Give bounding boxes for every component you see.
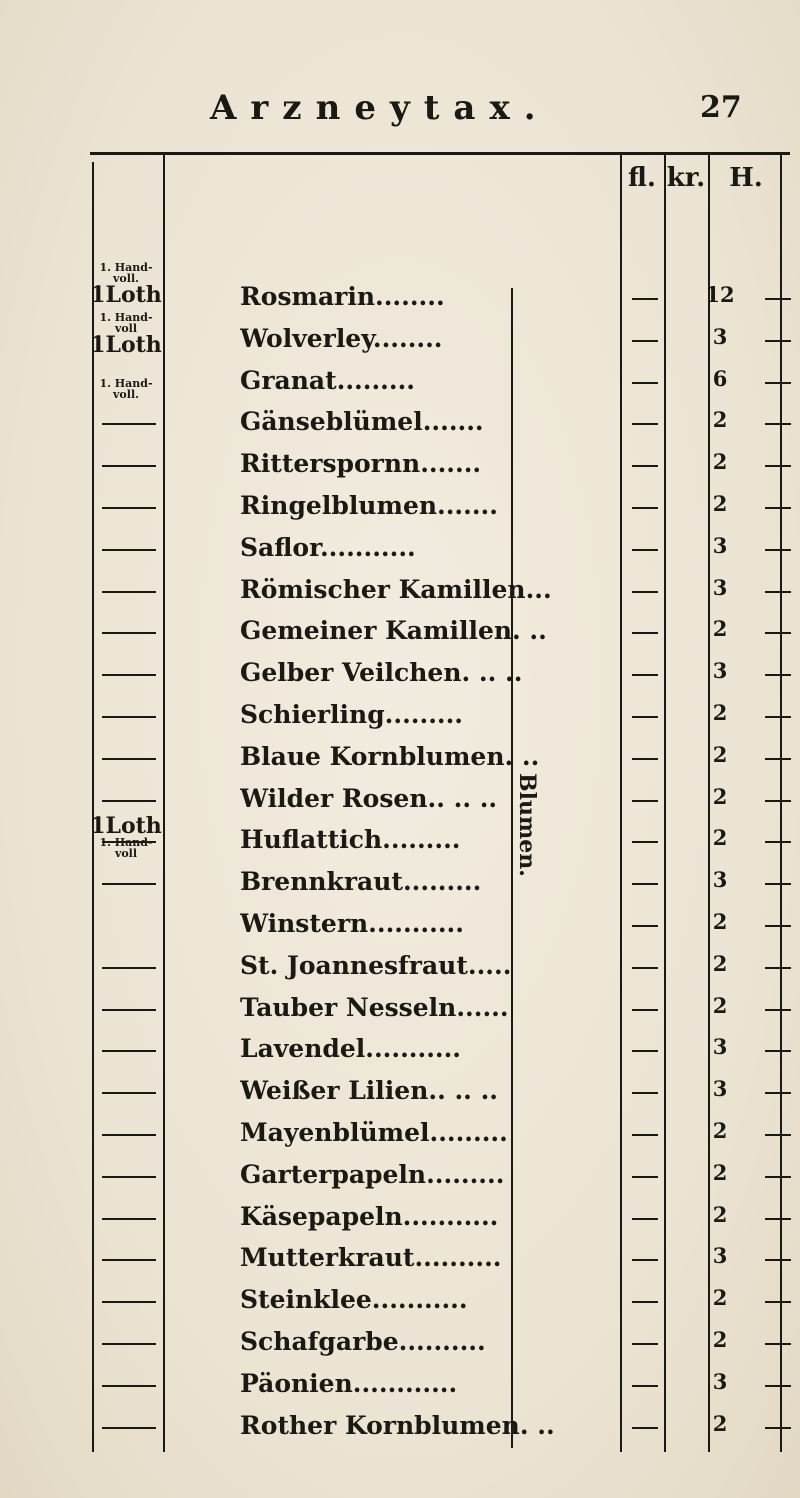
kreuzer-value: 2 [712, 825, 728, 851]
heller-dash [765, 925, 791, 927]
kreuzer-value: 2 [712, 1201, 728, 1227]
ditto-dash [102, 465, 156, 467]
ditto-dash [102, 1427, 156, 1429]
florin-dash [632, 549, 658, 551]
ditto-dash [102, 1259, 156, 1261]
heller-dash [765, 507, 791, 509]
item-name: Saflor........... [240, 532, 416, 562]
heller-dash [765, 298, 791, 300]
florin-dash [632, 632, 658, 634]
heller-dash [765, 716, 791, 718]
unit-label: 1Loth 1. Hand-voll [90, 813, 162, 860]
item-name: Wilder Rosen.. .. .. [240, 783, 498, 813]
kreuzer-value: 2 [712, 1118, 728, 1143]
kreuzer-value: 2 [712, 783, 728, 809]
ditto-dash [102, 423, 156, 425]
florin-dash [632, 1301, 658, 1303]
florin-dash [632, 423, 658, 425]
florin-dash [632, 1176, 658, 1178]
florin-dash [632, 1343, 658, 1345]
table-row [90, 993, 790, 1026]
kreuzer-value: 3 [712, 1034, 728, 1060]
heller-dash [765, 841, 791, 843]
kreuzer-value: 2 [712, 1285, 728, 1311]
item-name: Blaue Kornblumen. .. [240, 741, 540, 771]
ditto-dash [102, 716, 156, 718]
florin-dash [632, 1092, 658, 1094]
item-name: Huflattich......... [240, 825, 461, 855]
ditto-dash [102, 1218, 156, 1220]
item-name: Schafgarbe.......... [240, 1327, 486, 1356]
item-name: Lavendel........... [240, 1034, 462, 1064]
table-row [90, 533, 790, 566]
page-header [0, 88, 800, 128]
item-name: Rother Kornblumen. .. [240, 1410, 555, 1440]
heller-dash [765, 340, 791, 342]
item-name: Ritterspornn....... [240, 449, 482, 479]
heller-dash [765, 1385, 791, 1387]
kreuzer-value: 2 [712, 407, 728, 433]
unit-label: 1. Hand-voll. [99, 377, 153, 401]
page-number: 27 [700, 90, 742, 125]
kreuzer-value: 3 [712, 532, 728, 558]
item-name: Garterpapeln......... [240, 1159, 505, 1189]
item-name: St. Joannesfraut..... [240, 950, 512, 980]
table-row [90, 1243, 790, 1276]
table-row [90, 1160, 790, 1193]
florin-dash [632, 298, 658, 300]
item-name: Römischer Kamillen... [240, 574, 552, 604]
unit-label: 1. Hand-voll 1Loth [90, 311, 162, 358]
unit-label: 1. Hand-voll. 1Loth [90, 261, 162, 308]
ditto-dash [102, 507, 156, 509]
ditto-dash [102, 883, 156, 885]
kreuzer-value: 2 [712, 909, 728, 934]
item-name: Tauber Nesseln...... [240, 992, 509, 1022]
table-row [90, 909, 790, 942]
table-row [90, 951, 790, 984]
florin-dash [632, 382, 658, 384]
item-name: Mayenblümel......... [240, 1118, 508, 1147]
kreuzer-value: 2 [712, 741, 728, 767]
ditto-dash [102, 632, 156, 634]
kreuzer-value: 2 [712, 700, 728, 725]
table-row [90, 1285, 790, 1318]
florin-dash [632, 591, 658, 593]
ditto-dash [102, 1343, 156, 1345]
heller-dash [765, 1009, 791, 1011]
ditto-dash [102, 800, 156, 802]
kreuzer-value: 3 [712, 1076, 728, 1102]
kreuzer-value: 6 [712, 365, 728, 391]
heller-dash [765, 632, 791, 634]
florin-dash [632, 925, 658, 927]
heller-dash [765, 549, 791, 551]
florin-dash [632, 1009, 658, 1011]
kreuzer-value: 2 [712, 449, 728, 475]
heller-dash [765, 1092, 791, 1094]
heller-dash [765, 591, 791, 593]
ditto-dash [102, 1301, 156, 1303]
table-row [90, 1034, 790, 1067]
ditto-dash [102, 674, 156, 676]
table-row [90, 491, 790, 524]
kreuzer-value: 2 [712, 950, 728, 976]
item-name: Wolverley........ [240, 323, 443, 353]
heller-dash [765, 1259, 791, 1261]
heller-dash [765, 758, 791, 760]
column-header-heller: H. [729, 163, 763, 193]
table-row [90, 1369, 790, 1402]
kreuzer-value: 2 [712, 1410, 728, 1436]
kreuzer-value: 3 [712, 658, 728, 684]
table-row [90, 700, 790, 733]
florin-dash [632, 800, 658, 802]
item-name: Rosmarin........ [240, 282, 445, 311]
ditto-dash [102, 1092, 156, 1094]
table-row [90, 1327, 790, 1360]
group-label-vertical: Blumen. [514, 773, 540, 877]
kreuzer-value: 3 [712, 1368, 728, 1394]
table-row [90, 282, 790, 315]
table-row [90, 784, 790, 817]
kreuzer-value: 3 [712, 574, 728, 600]
kreuzer-value: 2 [712, 616, 728, 642]
column-header-florin: fl. [628, 163, 656, 193]
item-name: Gemeiner Kamillen. .. [240, 616, 547, 646]
florin-dash [632, 465, 658, 467]
kreuzer-value: 3 [712, 867, 728, 893]
table-row [90, 616, 790, 649]
florin-dash [632, 340, 658, 342]
ditto-dash [102, 1385, 156, 1387]
page-title: Arzneytax. [210, 88, 550, 128]
florin-dash [632, 1259, 658, 1261]
table-row [90, 324, 790, 357]
heller-dash [765, 674, 791, 676]
table-row [90, 658, 790, 691]
table-row [90, 1411, 790, 1444]
florin-dash [632, 1218, 658, 1220]
table-row [90, 1076, 790, 1109]
heller-dash [765, 1134, 791, 1136]
kreuzer-value: 2 [712, 1327, 728, 1352]
item-name: Päonien............ [240, 1368, 458, 1398]
table-row [90, 1118, 790, 1151]
kreuzer-value: 2 [712, 992, 728, 1018]
item-name: Winstern........... [240, 909, 464, 938]
ditto-dash [102, 549, 156, 551]
ditto-dash [102, 758, 156, 760]
florin-dash [632, 1050, 658, 1052]
kreuzer-value: 2 [712, 1159, 728, 1185]
item-name: Gänseblümel....... [240, 407, 484, 437]
heller-dash [765, 1218, 791, 1220]
heller-dash [765, 883, 791, 885]
kreuzer-value: 2 [712, 491, 728, 516]
kreuzer-value: 3 [712, 323, 728, 349]
table-row [90, 867, 790, 900]
heller-dash [765, 967, 791, 969]
ditto-dash [102, 591, 156, 593]
florin-dash [632, 674, 658, 676]
column-header-kreuzer: kr. [666, 163, 706, 193]
heller-dash [765, 1301, 791, 1303]
ditto-dash [102, 967, 156, 969]
item-name: Weißer Lilien.. .. .. [240, 1076, 498, 1106]
heller-dash [765, 1427, 791, 1429]
table-row [90, 575, 790, 608]
item-name: Ringelblumen....... [240, 491, 498, 520]
heller-dash [765, 1050, 791, 1052]
table-row [90, 742, 790, 775]
heller-dash [765, 800, 791, 802]
header-rule [90, 152, 790, 155]
item-name: Schierling......... [240, 700, 464, 729]
table-row [90, 407, 790, 440]
heller-dash [765, 1343, 791, 1345]
heller-dash [765, 382, 791, 384]
florin-dash [632, 507, 658, 509]
florin-dash [632, 1385, 658, 1387]
item-name: Steinklee........... [240, 1285, 468, 1315]
heller-dash [765, 423, 791, 425]
item-name: Käsepapeln........... [240, 1201, 499, 1231]
item-name: Gelber Veilchen. .. .. [240, 658, 523, 688]
table-row [90, 366, 790, 399]
florin-dash [632, 841, 658, 843]
heller-dash [765, 465, 791, 467]
item-name: Granat......... [240, 365, 415, 395]
ditto-dash [102, 1050, 156, 1052]
ditto-dash [102, 841, 156, 843]
item-name: Brennkraut......... [240, 867, 482, 897]
kreuzer-value: 12 [705, 282, 735, 307]
heller-dash [765, 1176, 791, 1178]
florin-dash [632, 883, 658, 885]
florin-dash [632, 1134, 658, 1136]
florin-dash [632, 758, 658, 760]
item-name: Mutterkraut.......... [240, 1243, 502, 1273]
florin-dash [632, 1427, 658, 1429]
table-row [90, 825, 790, 858]
ditto-dash [102, 1176, 156, 1178]
florin-dash [632, 716, 658, 718]
kreuzer-value: 3 [712, 1243, 728, 1269]
florin-dash [632, 967, 658, 969]
ditto-dash [102, 1009, 156, 1011]
table-row [90, 449, 790, 482]
ditto-dash [102, 1134, 156, 1136]
table-row [90, 1202, 790, 1235]
